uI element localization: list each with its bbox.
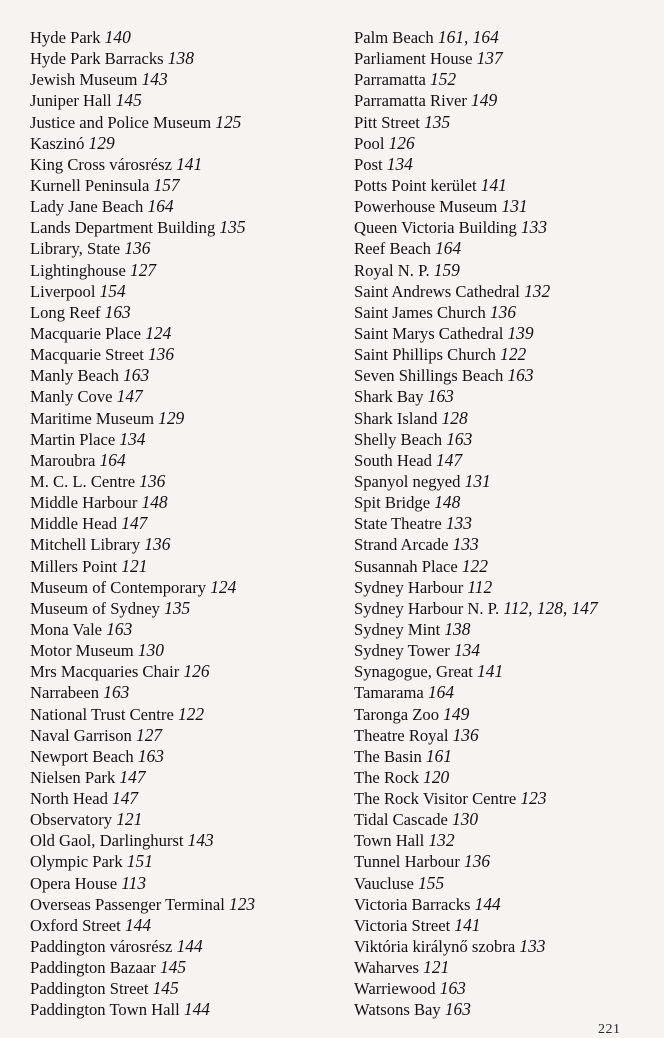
index-entry: [354, 915, 654, 936]
index-page-ref: 121: [121, 555, 148, 576]
index-entry: [354, 365, 654, 386]
index-entry: [30, 936, 345, 957]
index-page-ref: 144: [176, 936, 203, 957]
index-term: Taronga Zoo: [354, 704, 440, 724]
index-entry: [354, 830, 654, 851]
index-term: Paddington Town Hall: [30, 1000, 180, 1020]
index-page-ref: 144: [474, 893, 501, 914]
index-entry: [354, 682, 654, 703]
index-term: Manly Cove: [30, 387, 113, 407]
index-entry: [354, 767, 654, 788]
index-term: Hyde Park: [30, 28, 101, 47]
index-page-ref: 141: [480, 174, 507, 195]
index-page-ref: 129: [88, 132, 115, 153]
index-page-ref: 136: [464, 851, 491, 872]
index-entry: [354, 661, 654, 682]
index-term: Maroubra: [30, 450, 96, 470]
index-entry: [30, 260, 345, 281]
index-entry: [30, 746, 345, 767]
index-page-ref: 161: [425, 745, 452, 766]
index-term: The Rock Visitor Centre: [354, 789, 517, 809]
index-page-ref: 139: [507, 322, 534, 343]
index-entry: [30, 978, 345, 999]
index-entry: [30, 323, 345, 344]
index-entry: [30, 915, 345, 936]
index-term: Newport Beach: [30, 746, 134, 766]
index-entry: [30, 513, 345, 534]
index-entry: [30, 302, 345, 323]
index-term: Royal N. P.: [354, 260, 430, 280]
index-entry: [30, 69, 345, 90]
index-entry: [354, 27, 654, 48]
index-term: Shark Bay: [354, 387, 424, 407]
index-page-ref: 133: [445, 513, 472, 534]
index-entry: [30, 830, 345, 851]
index-term: Susannah Place: [354, 556, 458, 576]
index-entry: [354, 936, 654, 957]
index-term: Lightinghouse: [30, 260, 126, 280]
index-entry: [354, 471, 654, 492]
index-entry: [30, 112, 345, 133]
index-page-ref: 154: [99, 280, 126, 301]
index-page-ref: 145: [152, 978, 179, 999]
index-page-ref: 137: [476, 48, 503, 69]
index-entry: [354, 619, 654, 640]
index-term: Paddington Bazaar: [30, 958, 156, 978]
index-term: Museum of Contemporary: [30, 577, 207, 597]
index-page-ref: 124: [145, 322, 172, 343]
index-page-ref: 133: [519, 936, 546, 957]
index-entry: [30, 154, 345, 175]
index-entry: [30, 894, 345, 915]
index-page-ref: 164: [427, 682, 455, 703]
index-entry: [30, 217, 345, 238]
index-page-ref: 134: [453, 640, 481, 661]
index-page-ref: 132: [524, 280, 551, 301]
index-term: Saint Phillips Church: [354, 345, 496, 365]
index-term: Spanyol negyed: [354, 471, 461, 491]
index-term: Manly Beach: [30, 366, 119, 386]
index-page-ref: 164: [99, 449, 126, 470]
index-page-ref: 131: [501, 196, 528, 217]
index-term: Shelly Beach: [354, 429, 443, 449]
index-page-ref: 163: [444, 999, 471, 1020]
index-column-right: [354, 27, 654, 1021]
index-term: Library, State: [30, 239, 121, 259]
index-page-ref: 147: [112, 788, 139, 809]
index-entry: [30, 704, 345, 725]
index-entry: [354, 196, 654, 217]
index-term: Macquarie Place: [30, 323, 142, 343]
index-entry: [354, 302, 654, 323]
index-term: Parramatta River: [354, 91, 467, 111]
index-page-ref: 130: [452, 809, 479, 830]
index-page-ref: 135: [219, 217, 246, 238]
index-term: North Head: [30, 789, 108, 809]
index-entry: [354, 513, 654, 534]
index-page-ref: 143: [187, 830, 214, 851]
index-entry: [30, 238, 345, 259]
index-entry: [30, 450, 345, 471]
index-term: Reef Beach: [354, 239, 431, 259]
index-page-ref: 147: [436, 449, 463, 470]
index-term: Powerhouse Museum: [354, 197, 498, 217]
index-entry: [30, 408, 345, 429]
index-entry: [354, 408, 654, 429]
index-entry: [354, 175, 654, 196]
index-page-ref: 136: [452, 724, 479, 745]
index-term: Warriewood: [354, 979, 436, 999]
index-page-ref: 134: [119, 428, 146, 449]
index-term: Narrabeen: [30, 683, 100, 703]
index-page-ref: 138: [444, 618, 471, 639]
index-entry: [354, 69, 654, 90]
index-term: Spit Bridge: [354, 493, 431, 513]
index-term: South Head: [354, 450, 432, 470]
index-page-ref: 113: [121, 872, 147, 893]
index-entry: [354, 238, 654, 259]
index-page-ref: 121: [423, 957, 450, 978]
index-entry: [30, 725, 345, 746]
index-term: Victoria Street: [354, 915, 451, 935]
index-page-ref: 141: [477, 661, 504, 682]
index-term: Theatre Royal: [354, 725, 449, 745]
index-term: Middle Head: [30, 514, 118, 534]
index-term: Naval Garrison: [30, 725, 132, 745]
index-page-ref: 144: [183, 999, 210, 1020]
index-page-ref: 121: [116, 809, 143, 830]
index-page-ref: 141: [176, 153, 203, 174]
index-entry: [354, 492, 654, 513]
index-page-ref: 127: [136, 724, 163, 745]
index-entry: [30, 48, 345, 69]
index-page-ref: 136: [489, 301, 517, 322]
index-term: Hyde Park Barracks: [30, 49, 164, 69]
index-term: Mitchell Library: [30, 535, 141, 555]
index-term: Paddington Street: [30, 979, 149, 999]
index-entry: [30, 851, 345, 872]
index-entry: [354, 598, 654, 619]
index-page-ref: 141: [454, 914, 481, 935]
index-page-ref: 130: [137, 640, 164, 661]
index-entry: [354, 577, 654, 598]
index-term: Mrs Macquaries Chair: [30, 662, 180, 682]
index-term: Post: [354, 154, 383, 174]
index-page-ref: 136: [139, 470, 166, 491]
index-entry: [354, 154, 654, 175]
index-term: Kaszinó: [30, 133, 85, 153]
index-page-ref: 122: [461, 555, 488, 576]
index-entry: [354, 450, 654, 471]
index-entry: [354, 746, 654, 767]
index-entry: [30, 873, 345, 894]
index-term: Saint Marys Cathedral: [354, 323, 504, 343]
index-page-ref: 163: [106, 618, 133, 639]
index-page-ref: 126: [388, 132, 415, 153]
index-term: Mona Vale: [30, 619, 103, 639]
index-term: Sydney Harbour: [354, 577, 464, 597]
index-entry: [30, 788, 345, 809]
index-term: Justice and Police Museum: [30, 112, 212, 132]
index-term: Pool: [354, 133, 385, 153]
index-term: Long Reef: [30, 302, 101, 322]
index-page-ref: 112, 128, 147: [503, 597, 598, 618]
index-page-ref: 163: [439, 978, 466, 999]
index-page-ref: 122: [500, 344, 527, 365]
index-entry: [30, 682, 345, 703]
index-term: Vaucluse: [354, 873, 414, 893]
index-entry: [30, 598, 345, 619]
index-term: Sydney Tower: [354, 641, 450, 661]
index-page-ref: 126: [183, 661, 210, 682]
index-page-ref: 120: [423, 766, 450, 787]
index-term: Macquarie Street: [30, 345, 144, 365]
index-page-ref: 131: [464, 470, 491, 491]
index-term: Palm Beach: [354, 28, 434, 47]
index-term: Juniper Hall: [30, 91, 112, 111]
index-term: The Rock: [354, 767, 419, 787]
index-page-ref: 147: [119, 766, 146, 787]
index-page-ref: 127: [130, 259, 157, 280]
index-entry: [354, 90, 654, 111]
index-entry: [354, 112, 654, 133]
index-entry: [30, 957, 345, 978]
index-page-ref: 164: [147, 196, 174, 217]
index-term: Pitt Street: [354, 112, 420, 132]
index-entry: [30, 999, 345, 1020]
index-term: Watsons Bay: [354, 1000, 441, 1020]
index-entry: [354, 217, 654, 238]
index-entry: [30, 471, 345, 492]
index-entry: [354, 999, 654, 1020]
index-page-ref: 163: [104, 301, 131, 322]
index-page-ref: 147: [121, 513, 148, 534]
index-entry: [30, 175, 345, 196]
index-page-ref: 164: [435, 238, 462, 259]
index-page-ref: 159: [433, 259, 460, 280]
index-entry: [354, 851, 654, 872]
index-entry: [30, 365, 345, 386]
index-term: Liverpool: [30, 281, 96, 301]
index-page-ref: 163: [137, 745, 164, 766]
index-page-ref: 149: [443, 703, 470, 724]
index-page-ref: 122: [177, 703, 205, 724]
index-term: Oxford Street: [30, 915, 121, 935]
index-entry: [30, 344, 345, 365]
index-term: Waharves: [354, 958, 420, 978]
index-page-ref: 135: [424, 111, 451, 132]
index-term: Opera House: [30, 873, 118, 893]
index-page-ref: 124: [210, 576, 237, 597]
index-entry: [354, 323, 654, 344]
index-page-ref: 136: [147, 344, 175, 365]
index-entry: [30, 809, 345, 830]
index-page-ref: 148: [141, 492, 168, 513]
index-term: Middle Harbour: [30, 493, 138, 513]
index-entry: [30, 577, 345, 598]
index-term: Millers Point: [30, 556, 118, 576]
index-page-ref: 145: [159, 957, 187, 978]
index-term: Saint Andrews Cathedral: [354, 281, 520, 301]
index-entry: [354, 429, 654, 450]
index-term: National Trust Centre: [30, 704, 174, 724]
index-entry: [354, 281, 654, 302]
index-term: State Theatre: [354, 514, 442, 534]
index-page-ref: 123: [520, 788, 547, 809]
index-entry: [30, 429, 345, 450]
index-page-ref: 138: [167, 48, 194, 69]
index-term: Queen Victoria Building: [354, 218, 517, 238]
index-entry: [354, 809, 654, 830]
index-page-ref: 129: [158, 407, 185, 428]
index-entry: [30, 386, 345, 407]
index-entry: [354, 873, 654, 894]
index-term: Overseas Passenger Terminal: [30, 894, 225, 914]
index-page-ref: 149: [471, 90, 498, 111]
index-term: Potts Point kerület: [354, 175, 477, 195]
index-page-ref: 145: [115, 90, 142, 111]
index-page-ref: 143: [141, 69, 168, 90]
index-term: Sydney Harbour N. P.: [354, 598, 500, 618]
index-term: Maritime Museum: [30, 408, 154, 428]
index-term: Parliament House: [354, 49, 473, 69]
index-term: Lands Department Building: [30, 218, 216, 238]
index-term: Nielsen Park: [30, 767, 116, 787]
index-entry: [354, 556, 654, 577]
index-entry: [30, 661, 345, 682]
index-page-ref: 133: [520, 217, 548, 238]
index-page-ref: 132: [428, 830, 455, 851]
index-entry: [30, 534, 345, 555]
index-entry: [354, 704, 654, 725]
index-entry: [30, 133, 345, 154]
index-term: King Cross városrész: [30, 154, 172, 174]
index-page-ref: 112: [467, 576, 493, 597]
index-entry: [354, 534, 654, 555]
index-entry: [30, 556, 345, 577]
index-term: Town Hall: [354, 831, 425, 851]
index-entry: [354, 386, 654, 407]
index-page-ref: 157: [153, 174, 180, 195]
index-page-ref: 163: [123, 365, 150, 386]
index-term: Olympic Park: [30, 852, 123, 872]
index-term: Parramatta: [354, 70, 426, 90]
index-term: Tidal Cascade: [354, 810, 448, 830]
index-page-ref: 144: [124, 914, 152, 935]
index-entry: [30, 640, 345, 661]
index-page-ref: 123: [229, 893, 256, 914]
index-entry: [354, 48, 654, 69]
index-entry: [354, 725, 654, 746]
index-term: Sydney Mint: [354, 619, 441, 639]
index-entry: [354, 957, 654, 978]
index-term: Museum of Sydney: [30, 598, 160, 618]
index-column-left: [30, 27, 345, 1021]
index-term: Viktória királynő szobra: [354, 937, 516, 957]
index-entry: [354, 788, 654, 809]
index-entry: [354, 640, 654, 661]
index-entry: [30, 619, 345, 640]
index-page-ref: 135: [164, 597, 191, 618]
index-term: Tamarama: [354, 683, 424, 703]
index-page-ref: 163: [507, 365, 534, 386]
index-term: Motor Museum: [30, 641, 134, 661]
index-page-ref: 147: [116, 386, 143, 407]
index-term: Martin Place: [30, 429, 116, 449]
index-page-ref: 155: [418, 872, 445, 893]
index-page-ref: 134: [386, 153, 413, 174]
index-page-ref: 133: [452, 534, 479, 555]
index-page-ref: 136: [124, 238, 151, 259]
index-entry: [30, 492, 345, 513]
index-page-ref: 163: [446, 428, 473, 449]
index-term: The Basin: [354, 746, 422, 766]
index-page-ref: 136: [144, 534, 171, 555]
index-term: M. C. L. Centre: [30, 471, 136, 491]
index-page-ref: 163: [427, 386, 454, 407]
index-term: Observatory: [30, 810, 113, 830]
index-entry: [354, 978, 654, 999]
index-term: Shark Island: [354, 408, 438, 428]
index-term: Paddington városrész: [30, 937, 173, 957]
index-term: Jewish Museum: [30, 70, 138, 90]
index-page-ref: 163: [103, 682, 130, 703]
index-page-ref: 151: [126, 851, 153, 872]
index-entry: [354, 260, 654, 281]
index-term: Old Gaol, Darlinghurst: [30, 831, 184, 851]
index-page-ref: 152: [430, 69, 457, 90]
index-page-ref: 140: [104, 27, 131, 47]
index-entry: [354, 894, 654, 915]
index-page-ref: 161, 164: [437, 27, 499, 47]
index-entry: [354, 133, 654, 154]
index-term: Saint James Church: [354, 302, 486, 322]
index-entry: [30, 767, 345, 788]
index-term: Tunnel Harbour: [354, 852, 460, 872]
index-entry: [30, 27, 345, 48]
index-entry: [30, 196, 345, 217]
index-entry: [30, 281, 345, 302]
index-page-ref: 128: [441, 407, 468, 428]
index-term: Lady Jane Beach: [30, 197, 144, 217]
page-number: 221: [598, 1022, 621, 1037]
index-term: Strand Arcade: [354, 535, 449, 555]
index-page-ref: 148: [434, 492, 461, 513]
index-term: Synagogue, Great: [354, 662, 473, 682]
index-entry: [354, 344, 654, 365]
index-page-ref: 125: [215, 111, 242, 132]
index-term: Seven Shillings Beach: [354, 366, 504, 386]
index-term: Victoria Barracks: [354, 894, 471, 914]
index-term: Kurnell Peninsula: [30, 175, 150, 195]
index-entry: [30, 90, 345, 111]
